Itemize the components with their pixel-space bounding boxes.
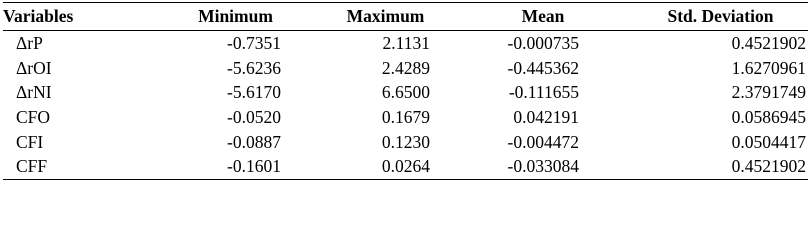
- mean-cell: -0.004472: [507, 131, 579, 152]
- minimum-cell: -0.7351: [227, 32, 281, 53]
- variable-cell: ΔrNI: [16, 82, 52, 103]
- variable-cell: CFI: [16, 131, 44, 152]
- minimum-cell: -0.0520: [227, 106, 281, 127]
- mean-cell: -0.033084: [433, 154, 583, 179]
- variable-cell: ΔrOI: [16, 57, 52, 78]
- maximum-cell: 2.4289: [381, 57, 430, 78]
- maximum-cell: 0.1230: [381, 131, 430, 152]
- std-deviation-cell: 0.0586945: [731, 106, 806, 127]
- std-deviation-cell: 0.0504417: [731, 131, 806, 152]
- header-minimum: Minimum: [133, 3, 283, 31]
- table-row: [3, 80, 808, 105]
- maximum-cell: 0.1679: [381, 106, 430, 127]
- table-body: [3, 31, 808, 180]
- table-row: [3, 130, 808, 155]
- header-variables: Variables: [3, 3, 133, 31]
- variable-cell: CFO: [16, 106, 51, 127]
- mean-cell: -0.000735: [507, 32, 579, 53]
- variable-cell: CFF: [3, 154, 133, 179]
- header-maximum: Maximum: [283, 3, 433, 31]
- minimum-cell: -5.6170: [227, 82, 281, 103]
- statistics-table-container: [3, 2, 808, 180]
- descriptive-statistics-table: [3, 2, 808, 180]
- table-row: [3, 154, 808, 179]
- table-row: [3, 31, 808, 56]
- table-header: [3, 3, 808, 31]
- table-row: [3, 56, 808, 81]
- maximum-cell: 2.1131: [382, 32, 430, 53]
- std-deviation-cell: 0.4521902: [731, 32, 806, 53]
- std-deviation-cell: 0.4521902: [583, 154, 808, 179]
- std-deviation-cell: 1.6270961: [731, 57, 806, 78]
- header-mean: Mean: [433, 3, 583, 31]
- variable-cell: ΔrP: [16, 32, 43, 53]
- minimum-cell: -0.0887: [227, 131, 281, 152]
- maximum-cell: 0.0264: [283, 154, 433, 179]
- table-row: [3, 105, 808, 130]
- std-deviation-cell: 2.3791749: [731, 82, 806, 103]
- minimum-cell: -5.6236: [227, 57, 281, 78]
- minimum-cell: -0.1601: [133, 154, 283, 179]
- header-std-deviation: Std. Deviation: [583, 3, 808, 31]
- mean-cell: -0.445362: [507, 57, 579, 78]
- maximum-cell: 6.6500: [381, 82, 430, 103]
- mean-cell: -0.111655: [508, 82, 579, 103]
- mean-cell: 0.042191: [513, 106, 579, 127]
- header-row: [3, 3, 808, 31]
